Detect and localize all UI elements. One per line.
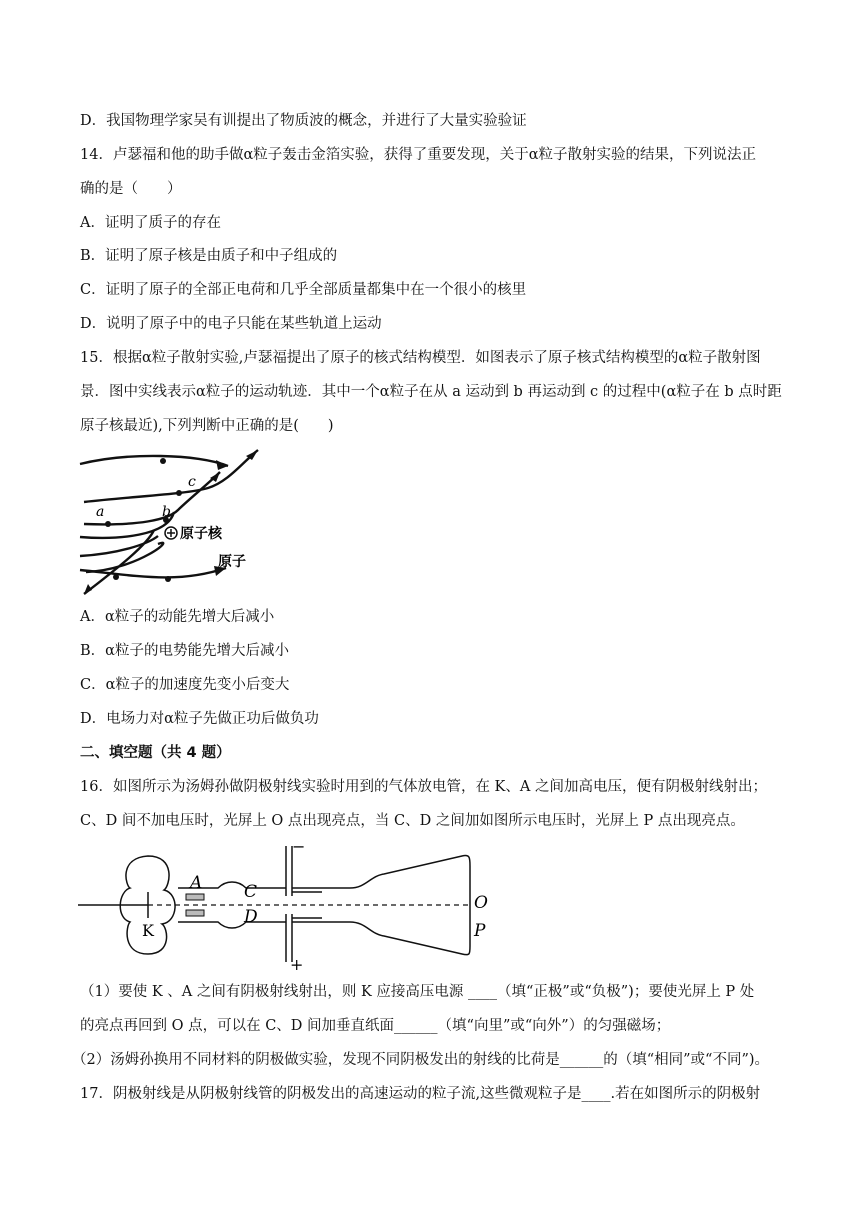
- question-14-option-b: B．证明了原子核是由质子和中子组成的: [80, 248, 338, 264]
- question-16-line2: C、D 间不加电压时，光屏上 O 点出现亮点，当 C、D 之间加如图所示电压时，光屏上 P 点出现亮点。: [80, 813, 745, 829]
- label-C: C: [244, 882, 258, 902]
- label-nucleus: 原子核: [180, 526, 222, 542]
- label-minus: −: [292, 837, 306, 856]
- question-16-sub1-line2: 的亮点再回到 O 点，可以在 C、D 间加垂直纸面______（填“向里”或“向外”）的匀强磁场；: [80, 1018, 671, 1034]
- label-c: c: [188, 474, 196, 490]
- label-O: O: [474, 893, 488, 913]
- question-15-line1: 15．根据α粒子散射实验,卢瑟福提出了原子的核式结构模型．如图表示了原子核式结构模型的α粒子散射图: [80, 350, 761, 366]
- label-K: K: [142, 921, 154, 940]
- label-a: a: [96, 504, 105, 520]
- question-16-sub1-line1: （1）要使 K 、A 之间有阴极射线射出，则 K 应接高压电源 ____（填“正极”或“负极”)；要使光屏上 P 处: [80, 984, 755, 1000]
- label-P: P: [474, 921, 486, 941]
- question-15-line3: 原子核最近),下列判断中正确的是( ): [80, 418, 334, 434]
- question-15-option-c: C．α粒子的加速度先变小后变大: [80, 677, 290, 693]
- line-13d: D．我国物理学家吴有训提出了物质波的概念，并进行了大量实验验证: [80, 113, 527, 129]
- question-16-line1: 16．如图所示为汤姆孙做阴极射线实验时用到的气体放电管，在 K、A 之间加高电压，便有阴极射线射出；: [80, 779, 767, 795]
- question-15-option-b: B．α粒子的电势能先增大后减小: [80, 643, 289, 659]
- cathode-ray-tube-figure: [78, 836, 498, 972]
- question-15-line2: 景．图中实线表示α粒子的运动轨迹．其中一个α粒子在从 a 运动到 b 再运动到 c 的过程中(α粒子在 b 点时距: [80, 384, 782, 400]
- question-14-option-a: A．证明了质子的存在: [80, 215, 221, 231]
- alpha-scattering-figure: [78, 444, 268, 600]
- label-D: D: [244, 907, 258, 927]
- section-2-heading: 二、填空题（共 4 题）: [80, 745, 231, 761]
- question-16-sub2: （2）汤姆孙换用不同材料的阴极做实验，发现不同阴极发出的射线的比荷是______的（填“相同”或“不同”)。: [72, 1052, 770, 1068]
- question-14-line2: 确的是（ ）: [80, 181, 182, 197]
- question-14-line1: 14．卢瑟福和他的助手做α粒子轰击金箔实验，获得了重要发现，关于α粒子散射实验的结果，下列说法正: [80, 147, 757, 163]
- label-plus: +: [290, 955, 304, 972]
- label-A: A: [190, 873, 203, 893]
- question-15-option-d: D．电场力对α粒子先做正功后做负功: [80, 711, 319, 727]
- label-atom: 原子: [218, 554, 246, 570]
- question-15-option-a: A．α粒子的动能先增大后减小: [80, 609, 275, 625]
- question-17-line1: 17．阴极射线是从阴极射线管的阴极发出的高速运动的粒子流,这些微观粒子是____.若在如图所示的阴极射: [80, 1086, 761, 1102]
- label-b: b: [162, 504, 171, 520]
- question-14-option-c: C．证明了原子的全部正电荷和几乎全部质量都集中在一个很小的核里: [80, 282, 527, 298]
- question-14-option-d: D．说明了原子中的电子只能在某些轨道上运动: [80, 316, 382, 332]
